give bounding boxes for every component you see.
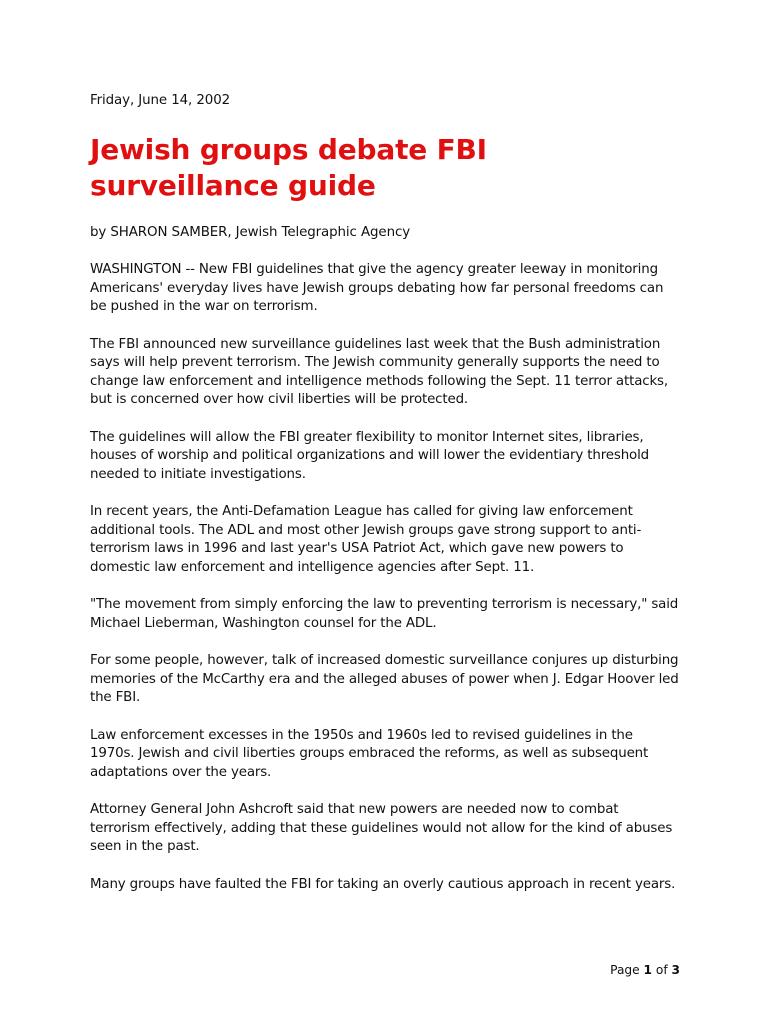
article-headline: Jewish groups debate FBI surveillance guide [90,133,487,202]
current-page: 1 [643,963,653,977]
page-label: Page [610,963,640,977]
total-pages: 3 [671,963,680,977]
article-paragraph: For some people, however, talk of increased domestic surveillance conjures up disturbing memories of the McCarthy era and the alleged abuses of power when J. Edgar Hoover led the FBI. [90,653,679,705]
article-paragraph: The guidelines will allow the FBI greater flexibility to monitor Internet sites, libraries, houses of worship and political organizations and will lower the evidentiary threshold needed to initiate investigations. [90,429,650,482]
article-byline: by SHARON SAMBER, Jewish Telegraphic Agency [90,225,411,240]
page-number [610,962,680,978]
article-paragraph: "The movement from simply enforcing the law to preventing terrorism is necessary," said Michael Lieberman, Washington counsel for the ADL. [90,597,679,631]
article-paragraph: Many groups have faulted the FBI for taking an overly cautious approach in recent years. [90,876,676,892]
article-paragraph: The FBI announced new surveillance guidelines last week that the Bush administration says will help prevent terrorism. The Jewish community generally supports the need to change law enforcement and intelligence methods following the Sept. 11 terror attacks, but is concerned over how civil liberties will be protected. [90,336,668,407]
article-paragraph: Attorney General John Ashcroft said that new powers are needed now to combat terrorism effectively, adding that these guidelines would not allow for the kind of abuses seen in the past. [90,802,673,854]
article-paragraph: In recent years, the Anti-Defamation League has called for giving law enforcement additional tools. The ADL and most other Jewish groups gave strong support to anti-terrorism laws in 1996 and last year's USA Patriot Act, which gave new powers to domestic law enforcement and intelligence agencies after Sept. 11. [90,504,642,575]
article-paragraph: WASHINGTON -- New FBI guidelines that give the agency greater leeway in monitoring Americans' everyday lives have Jewish groups debating how far personal freedoms can be pushed in the war on terrorism. [90,262,664,314]
of-label: of [655,963,668,977]
article [90,92,680,913]
article-paragraph: Law enforcement excesses in the 1950s and 1960s led to revised guidelines in the 1970s. Jewish and civil liberties groups embraced the reforms, as well as subsequent adaptations over the years. [90,727,649,780]
article-date: Friday, June 14, 2002 [90,93,231,108]
